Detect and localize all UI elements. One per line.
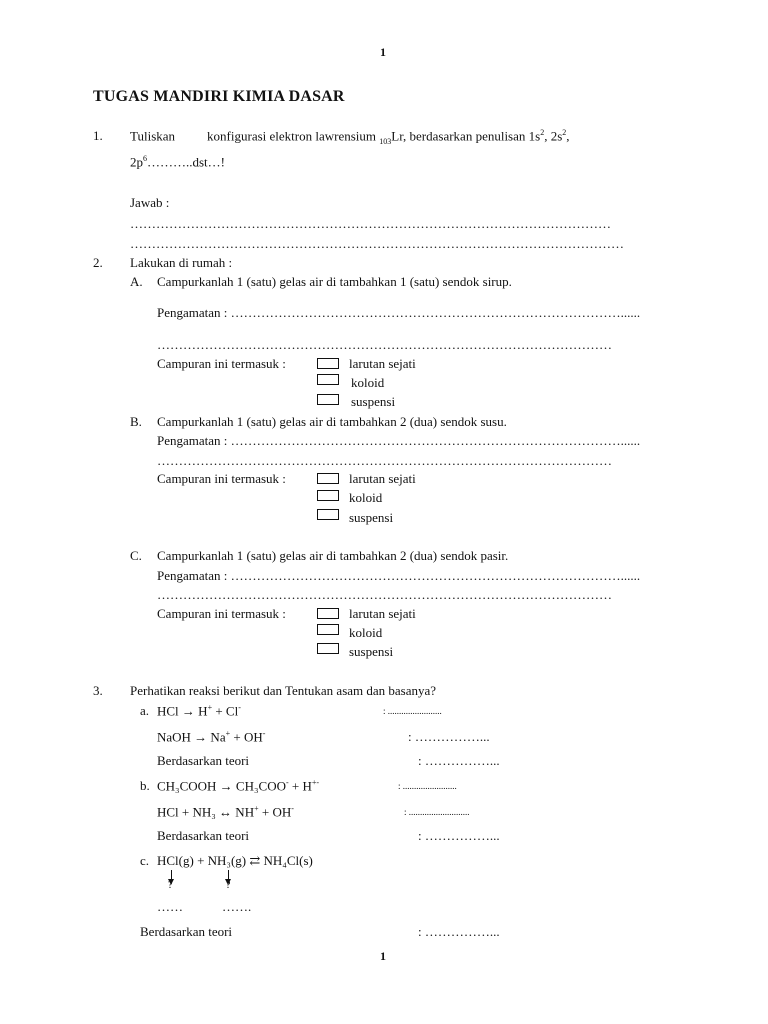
q2a-checkbox-koloid[interactable] — [317, 374, 339, 385]
q3a-label: a. — [140, 703, 150, 718]
q2c-campuran-label: Campuran ini termasuk : — [157, 606, 286, 621]
q3c-blank-1: …… — [157, 899, 183, 914]
q3a-reaction-2: NaOH → Na+ + OH- — [157, 729, 266, 745]
q2a-opt-suspensi: suspensi — [351, 394, 396, 409]
q2c-opt-suspensi: suspensi — [349, 644, 394, 659]
q2c-text: Campurkanlah 1 (satu) gelas air di tambahkan 2 (dua) sendok pasir. — [157, 548, 509, 563]
q2b-text: Campurkanlah 1 (satu) gelas air di tambahkan 2 (dua) sendok susu. — [157, 414, 507, 429]
q2a-label: A. — [130, 274, 143, 289]
q2b-campuran-label: Campuran ini termasuk : — [157, 471, 286, 486]
q2a-checkbox-suspensi[interactable] — [317, 394, 339, 405]
q3-number: 3. — [93, 683, 103, 698]
q2a-text: Campurkanlah 1 (satu) gelas air di tambahkan 1 (satu) sendok sirup. — [157, 274, 512, 289]
q3c-label: c. — [140, 853, 150, 868]
q2b-pengamatan: Pengamatan : ………………………………………………………………………………...... — [157, 433, 641, 448]
q1-number: 1. — [93, 128, 103, 143]
q3c-reaction: HCl(g) + NH₃(g) ⇄ NH₄Cl(s) — [157, 853, 313, 868]
q3c-blank-2: ……. — [222, 899, 252, 914]
q3c-teori-label: Berdasarkan teori — [140, 924, 233, 939]
q3c-qmark-2: ? — [226, 880, 231, 891]
q3b-label: b. — [140, 778, 150, 793]
q2c-pengamatan: Pengamatan : ………………………………………………………………………………...... — [157, 568, 641, 583]
q2c-pengamatan-cont: …………………………………………………………………………………………… — [157, 587, 612, 602]
q2b-opt-larutan: larutan sejati — [349, 471, 416, 486]
q3b-answer-1: : ........................ — [398, 781, 457, 791]
q3a-reaction-1: HCl → H+ + Cl- — [157, 703, 241, 719]
q3b-reaction-2: HCl + NH₃ ↔ NH+ + OH- — [157, 804, 294, 820]
q2-number: 2. — [93, 255, 103, 270]
q2b-opt-suspensi: suspensi — [349, 510, 394, 525]
q2c-opt-larutan: larutan sejati — [349, 606, 416, 621]
q2c-label: C. — [130, 548, 142, 563]
q2a-pengamatan: Pengamatan : ………………………………………………………………………………...... — [157, 305, 641, 320]
q3b-answer-2: : ........................... — [404, 807, 470, 817]
q3c-teori-answer: : ……………... — [418, 924, 500, 939]
q2b-opt-koloid: koloid — [349, 490, 383, 505]
q3c-qmark-1: ? — [168, 880, 173, 891]
q2a-pengamatan-cont: …………………………………………………………………………………………… — [157, 337, 612, 352]
q2b-checkbox-koloid[interactable] — [317, 490, 339, 501]
q1-answer-line-1: ………………………………………………………………………………………………… — [130, 216, 611, 231]
q3b-reaction-1: CH₃COOH → CH₃COO- + H+- — [157, 778, 320, 794]
q2c-checkbox-suspensi[interactable] — [317, 643, 339, 654]
q3b-teori-label: Berdasarkan teori — [157, 828, 250, 843]
q2c-opt-koloid: koloid — [349, 625, 383, 640]
q2b-pengamatan-cont: …………………………………………………………………………………………… — [157, 453, 612, 468]
q2c-checkbox-koloid[interactable] — [317, 624, 339, 635]
arrow-down-icon — [171, 870, 172, 880]
q2a-opt-koloid: koloid — [351, 375, 385, 390]
q2a-opt-larutan: larutan sejati — [349, 356, 416, 371]
q2c-checkbox-larutan[interactable] — [317, 608, 339, 619]
q2b-label: B. — [130, 414, 142, 429]
q3a-teori-label: Berdasarkan teori — [157, 753, 250, 768]
q1-jawab-label: Jawab : — [130, 195, 170, 210]
page-title: TUGAS MANDIRI KIMIA DASAR — [93, 88, 345, 105]
q2a-checkbox-larutan[interactable] — [317, 358, 339, 369]
page-number-bottom: 1 — [380, 949, 386, 963]
q3a-answer-2: : ……………... — [408, 729, 490, 744]
q2b-checkbox-larutan[interactable] — [317, 473, 339, 484]
q1-answer-line-2: …………………………………………………………………………………………………… — [130, 236, 624, 251]
q3b-teori-answer: : ……………... — [418, 828, 500, 843]
q3a-answer-1: : ........................ — [383, 706, 442, 716]
arrow-down-icon — [228, 870, 229, 880]
q1-line2: $2p^6\dots\dots\dots..dst\dots$! — [130, 154, 225, 170]
q3a-teori-answer: : ……………... — [418, 753, 500, 768]
q2a-campuran-label: Campuran ini termasuk : — [157, 356, 286, 371]
q3-intro: Perhatikan reaksi berikut dan Tentukan asam dan basanya? — [130, 683, 437, 698]
q1-line1: Tuliskan konfigurasi elektron lawrensium $_{103}$Lr, berdasarkan penulisan $1s^2$, $2s^2$, — [130, 128, 570, 146]
page-number-top: 1 — [380, 45, 386, 59]
q2-intro: Lakukan di rumah : — [130, 255, 233, 270]
q2b-checkbox-suspensi[interactable] — [317, 509, 339, 520]
